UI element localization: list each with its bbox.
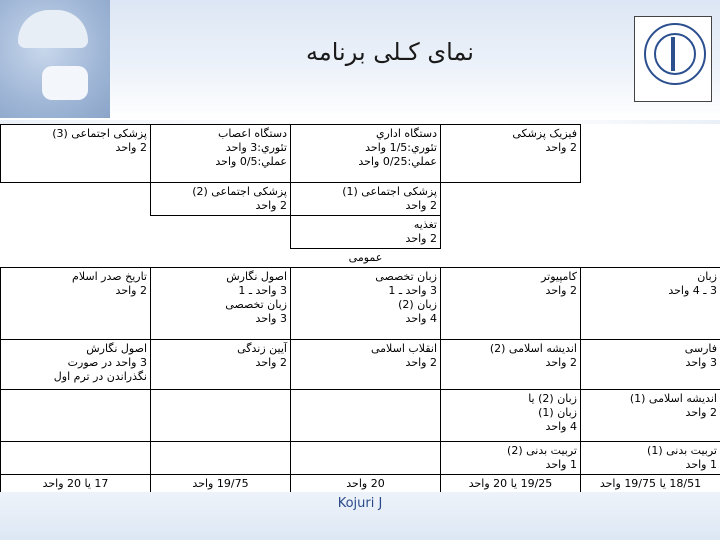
table-cell-empty <box>441 183 581 216</box>
table-cell: دستگاه اعصاب تئوري:3 واحد عملي:0/5 واحد <box>151 125 291 183</box>
table-cell: تغذیه 2 واحد <box>291 216 441 249</box>
table-cell-empty <box>151 249 291 268</box>
total-cell: 20 واحد <box>291 475 441 494</box>
table-cell-empty <box>441 216 581 249</box>
slide-header <box>0 0 720 120</box>
table-cell-empty <box>581 183 720 216</box>
total-cell: 19/25 یا 20 واحد <box>441 475 581 494</box>
table-cell: تربیت بدنی (1) 1 واحد <box>581 442 720 475</box>
table-cell-empty <box>581 216 720 249</box>
table-cell-empty <box>581 249 720 268</box>
table-cell: اصول نگارش 3 واحد ـ 1 زبان تخصصی 3 واحد <box>151 268 291 340</box>
table-cell: اصول نگارش 3 واحد در صورت نگذراندن در ترم اول <box>1 340 151 390</box>
total-cell: 19/75 واحد <box>151 475 291 494</box>
surgeon-mask <box>42 66 88 100</box>
table-cell: اندیشه اسلامی (1) 2 واحد <box>581 390 720 442</box>
table-cell: دستگاه اداري تئوري:1/5 واحد عملي:0/25 واحد <box>291 125 441 183</box>
table-cell-empty <box>151 442 291 475</box>
table-cell-empty <box>1 249 151 268</box>
table-cell: تاریخ صدر اسلام 2 واحد <box>1 268 151 340</box>
surgeon-photo <box>0 0 110 118</box>
table-cell-empty <box>441 249 581 268</box>
total-cell: 17 یا 20 واحد <box>1 475 151 494</box>
table-cell: فارسی 3 واحد <box>581 340 720 390</box>
table-cell: اندیشه اسلامی (2) 2 واحد <box>441 340 581 390</box>
logo-staff <box>671 37 675 71</box>
general-section-label: عمومی <box>291 249 441 268</box>
table-cell: کامپیوتر 2 واحد <box>441 268 581 340</box>
surgeon-cap <box>18 10 88 48</box>
table-cell: تربیت بدنی (2) 1 واحد <box>441 442 581 475</box>
table-cell-empty <box>1 442 151 475</box>
author-label: Kojuri J <box>337 496 383 511</box>
table-cell: پزشکی اجتماعی (1) 2 واحد <box>291 183 441 216</box>
table-cell: فیزیک پزشکی 2 واحد <box>441 125 581 183</box>
university-logo <box>634 16 712 102</box>
table-cell-empty <box>151 390 291 442</box>
table-cell-empty <box>1 216 151 249</box>
table-cell: انقلاب اسلامی 2 واحد <box>291 340 441 390</box>
table-cell: زبان 3 ـ 4 واحد <box>581 268 720 340</box>
curriculum-table <box>0 124 720 492</box>
table-cell-empty <box>151 216 291 249</box>
table-cell: زبان (2) یا زبان (1) 4 واحد <box>441 390 581 442</box>
logo-inner-ring <box>654 33 696 75</box>
table-cell-empty <box>1 390 151 442</box>
table-cell: پزشکی اجتماعی (3) 2 واحد <box>1 125 151 183</box>
table-cell: زبان تخصصی 3 واحد ـ 1 زبان (2) 4 واحد <box>291 268 441 340</box>
total-cell: 18/51 یا 19/75 واحد <box>581 475 720 494</box>
table-cell-empty <box>291 390 441 442</box>
table-cell: پزشکی اجتماعی (2) 2 واحد <box>151 183 291 216</box>
table-cell: آیین زندگی 2 واحد <box>151 340 291 390</box>
slide-title: نمای کـلی برنامه <box>306 38 474 66</box>
table-cell-empty <box>291 442 441 475</box>
table-cell-empty <box>1 183 151 216</box>
table-cell-empty <box>581 125 720 183</box>
